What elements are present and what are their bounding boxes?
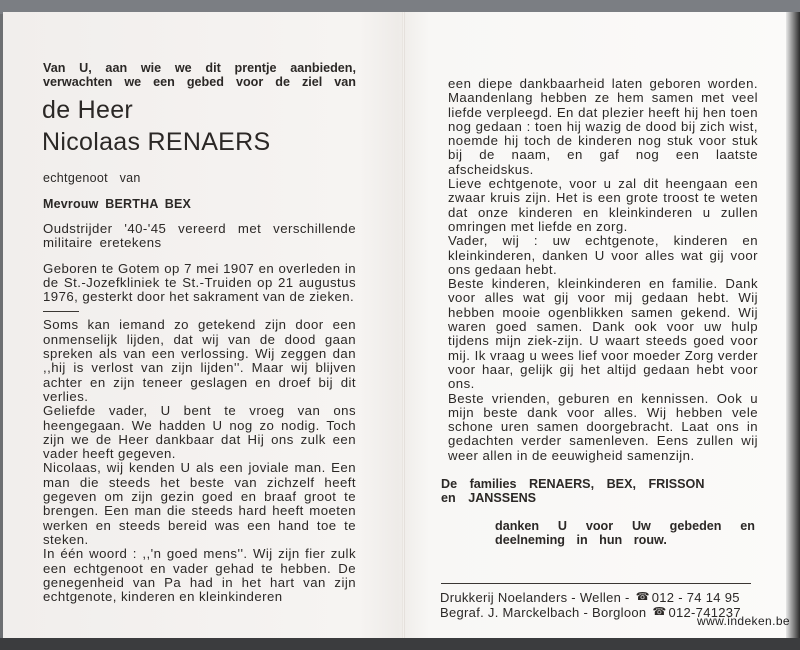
paragraph: Beste vrienden, geburen en kennissen. Ook u mijn beste dank voor alles. Wij hebben vele schone uren samen doorgebracht. Laat ons in gedachten verder samenleven. Eens zullen wij weer allen in de eeuwigheid samenzijn.: [448, 390, 758, 463]
divider: [43, 311, 79, 312]
paragraph: Vader, wij : uw echtgenote, kinderen en kleinkinderen, danken U voor alles wat gij voor ons gedaan hebt.: [448, 233, 758, 277]
honorific-title: de Heer: [42, 96, 134, 124]
scan-background-bottom: [0, 638, 800, 650]
watermark: www.indeken.be: [697, 614, 790, 628]
paragraph: In één woord : ,,'n goed mens''. Wij zijn fier zulk een echtgenoot en vader gehad te hebben. De genegenheid van Pa had in het hart van zijn echtgenote, kinderen en kleinkinderen: [43, 546, 356, 605]
families-text: De families RENAERS, BEX, FRISSON en JANSSENS: [441, 477, 705, 505]
card-fold: [402, 12, 405, 639]
paragraph: Nicolaas, wij kenden U als een joviale man. Een man die steeds het beste van zichzelf heeft gegeven om zijn gezin goed en braaf groot te brengen. Een man die steeds hard heeft moeten werken en steeds bereid was een hand toe te steken.: [43, 460, 356, 547]
card-edge-shadow: [786, 12, 800, 639]
undertaker-phone: 012-741237: [668, 605, 741, 620]
deceased-name: Nicolaas RENAERS: [42, 128, 271, 156]
right-page: [448, 77, 758, 463]
printer-divider: [441, 583, 751, 584]
paragraph: Soms kan iemand zo getekend zijn door een onmenselijk lijden, dat wij van de dood gaan spreken als van een verlossing. Wij zeggen dan ,,hij is verlost van zijn lijden''. Maar wij blijven achter en zijn teneer geslagen en droef bij dit verlies.: [43, 317, 356, 404]
intro-text: Van U, aan wie we dit prentje aanbieden, verwachten we een gebed voor de ziel van: [43, 61, 356, 89]
veteran-text: Oudstrijder '40-'45 vereerd met verschillende militaire eretekens: [43, 221, 356, 251]
paragraph: Lieve echtgenote, voor u zal dit heengaan een zwaar kruis zijn. Het is een grote troost te weten dat onze kinderen en kleinkinderen u zullen omringen met liefde en zorg.: [448, 176, 758, 234]
spouse-name: BERTHA BEX: [105, 197, 192, 211]
spouse-label: echtgenoot van: [43, 171, 141, 185]
paragraph: een diepe dankbaarheid laten geboren worden. Maandenlang hebben ze hem samen met veel liefde verpleegd. En dat plezier heeft hij hen toen nog gedaan : toen hij wazig de dood bij zich wist, noemde hij toch de kinderen nog stuk voor stuk bij de naam, en gaf nog een laatste afscheidskus.: [448, 76, 758, 177]
printer-line-1: [440, 590, 760, 605]
left-page: [43, 62, 356, 604]
phone-icon: ☎: [652, 606, 667, 618]
phone-icon: ☎: [635, 591, 650, 603]
birth-death-text: Geboren te Gotem op 7 mei 1907 en overleden in de St.-Jozefkliniek te St.-Truiden op 21 augustus 1976, gesterkt door het sakrament van de zieken.: [43, 260, 356, 305]
paragraph: Beste kinderen, kleinkinderen en familie. Dank voor alles wat gij voor mij gedaan hebt. Wij hebben mooie ogenblikken samen gekend. Wij waren goed samen. Dank ook voor uw hulp tijdens mijn ziek-zijn. U waart steeds goed voor mij. Ik vraag u wees lief voor moeder Zorg verder voor haar, gelijk gij het altijd gedaan hebt voor ons.: [448, 276, 758, 392]
spouse-prefix: Mevrouw: [43, 197, 99, 211]
printer-phone: 012 - 74 14 95: [651, 590, 740, 605]
undertaker-name: Begraf. J. Marckelbach - Borgloon: [440, 605, 647, 620]
paragraph: Geliefde vader, U bent te vroeg van ons heengegaan. We hadden U nog zo nodig. Toch zijn we de Heer dankbaar dat Hij ons zulk een vader heeft gegeven.: [43, 403, 356, 462]
spouse-line: [43, 197, 356, 211]
thanks-text: danken U voor Uw gebeden en deelneming in hun rouw.: [495, 519, 755, 547]
printer-name: Drukkerij Noelanders - Wellen -: [440, 590, 630, 605]
